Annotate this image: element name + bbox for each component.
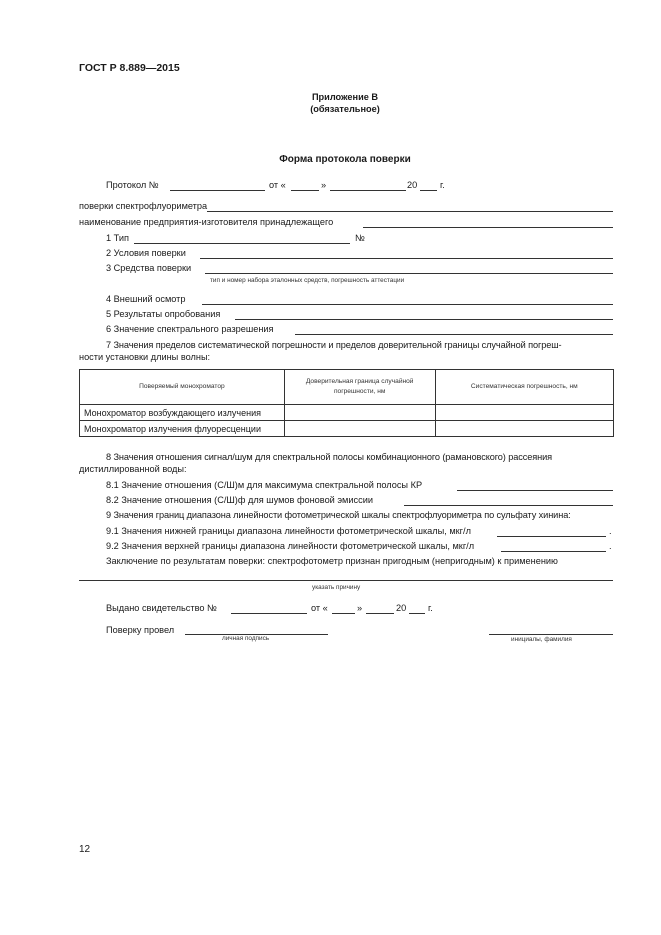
item91-field[interactable] (497, 536, 606, 537)
certificate-year-prefix: 20 (396, 603, 407, 613)
certificate-label: Выдано свидетельство № (106, 603, 217, 613)
certificate-from: от « (311, 603, 328, 613)
testing-label: 5 Результаты опробования (106, 309, 221, 319)
monochromator-table (79, 369, 614, 437)
conclusion-text: Заключение по результатам поверки: спектрофотометр признан пригодным (непригодным) к применению (106, 556, 558, 566)
section8-line1: 8 Значения отношения сигнал/шум для спектральной полосы комбинационного (рамановского) рассеяния (106, 452, 552, 462)
certificate-day-field[interactable] (332, 613, 355, 614)
table-row (80, 421, 614, 437)
testing-field[interactable] (235, 319, 613, 320)
type-field[interactable] (134, 243, 350, 244)
verification-field[interactable] (207, 211, 613, 212)
item82-label: 8.2 Значение отношения (С/Ш)ф для шумов фоновой эмиссии (106, 495, 373, 505)
signature-hint: личная подпись (222, 635, 270, 642)
table-header-random-error-text: Доверительная граница случайной погрешности, нм (305, 378, 414, 395)
resolution-field[interactable] (295, 334, 613, 335)
item82-field[interactable] (404, 505, 613, 506)
section8-line2: дистиллированной воды: (79, 464, 187, 474)
type-label: 1 Тип (106, 233, 129, 243)
means-label: 3 Средства поверки (106, 263, 192, 273)
item91-period: . (609, 526, 612, 536)
certificate-year-suffix: г. (428, 603, 433, 613)
item91-label: 9.1 Значения нижней границы диапазона линейности фотометрической шкалы, мкг/л (106, 526, 471, 536)
type-number-sign: № (355, 233, 365, 243)
table-header-monochromator: Поверяемый монохроматор (80, 370, 285, 405)
conclusion-reason-field[interactable] (79, 580, 613, 581)
page-number: 12 (79, 844, 91, 855)
verification-label: поверки спектрофлуориметра (79, 201, 208, 211)
protocol-number-field[interactable] (170, 190, 265, 191)
protocol-quote-close: » (321, 180, 327, 190)
signature-label: Поверку провел (106, 625, 175, 635)
conditions-label: 2 Условия поверки (106, 248, 186, 258)
conditions-field[interactable] (200, 258, 613, 259)
item7-line1: 7 Значения пределов систематической погрешности и пределов доверительной границы случайной погреш- (106, 340, 562, 350)
certificate-quote-close: » (357, 603, 363, 613)
item81-field[interactable] (457, 490, 613, 491)
form-title: Форма протокола поверки (279, 154, 411, 165)
protocol-year-field[interactable] (420, 190, 437, 191)
section9-line1: 9 Значения границ диапазона линейности фотометрической шкалы спектрофлуориметра по сульфату хинина: (106, 510, 571, 520)
item92-period: . (609, 541, 612, 551)
table-cell-fluorescence-random[interactable] (284, 421, 435, 437)
table-cell-excitation: Монохроматор возбуждающего излучения (80, 405, 285, 421)
protocol-year-suffix: г. (440, 180, 445, 190)
certificate-year-field[interactable] (409, 613, 425, 614)
protocol-label: Протокол № (106, 180, 159, 190)
table-header-systematic-error: Систематическая погрешность, нм (435, 370, 613, 405)
protocol-year-prefix: 20 (407, 180, 418, 190)
initials-hint: инициалы, фамилия (511, 636, 572, 643)
inspection-label: 4 Внешний осмотр (106, 294, 186, 304)
standard-number: ГОСТ Р 8.889—2015 (79, 62, 180, 74)
table-cell-fluorescence-systematic[interactable] (435, 421, 613, 437)
conclusion-hint: указать причину (312, 584, 361, 591)
protocol-day-field[interactable] (291, 190, 319, 191)
means-field[interactable] (205, 273, 613, 274)
appendix-title: Приложение В (311, 92, 379, 102)
table-header-random-error (284, 370, 435, 405)
table-row (80, 405, 614, 421)
initials-field[interactable] (489, 634, 613, 635)
certificate-number-field[interactable] (231, 613, 307, 614)
protocol-month-field[interactable] (330, 190, 406, 191)
table-cell-excitation-systematic[interactable] (435, 405, 613, 421)
item92-field[interactable] (501, 551, 606, 552)
item81-label: 8.1 Значение отношения (С/Ш)м для максимума спектральной полосы КР (106, 480, 423, 490)
appendix-status: (обязательное) (310, 104, 380, 114)
table-header-row (80, 370, 614, 405)
table-cell-excitation-random[interactable] (284, 405, 435, 421)
means-hint: тип и номер набора эталонных средств, погрешность аттестации (210, 277, 405, 284)
resolution-label: 6 Значение спектрального разрешения (106, 324, 274, 334)
certificate-month-field[interactable] (366, 613, 394, 614)
item92-label: 9.2 Значения верхней границы диапазона линейности фотометрической шкалы, мкг/л (106, 541, 475, 551)
manufacturer-label: наименование предприятия-изготовителя принадлежащего (79, 217, 334, 227)
inspection-field[interactable] (202, 304, 613, 305)
item7-line2: ности установки длины волны: (79, 352, 211, 362)
table-cell-fluorescence: Монохроматор излучения флуоресценции (80, 421, 285, 437)
manufacturer-field[interactable] (363, 227, 613, 228)
protocol-from: от « (269, 180, 286, 190)
